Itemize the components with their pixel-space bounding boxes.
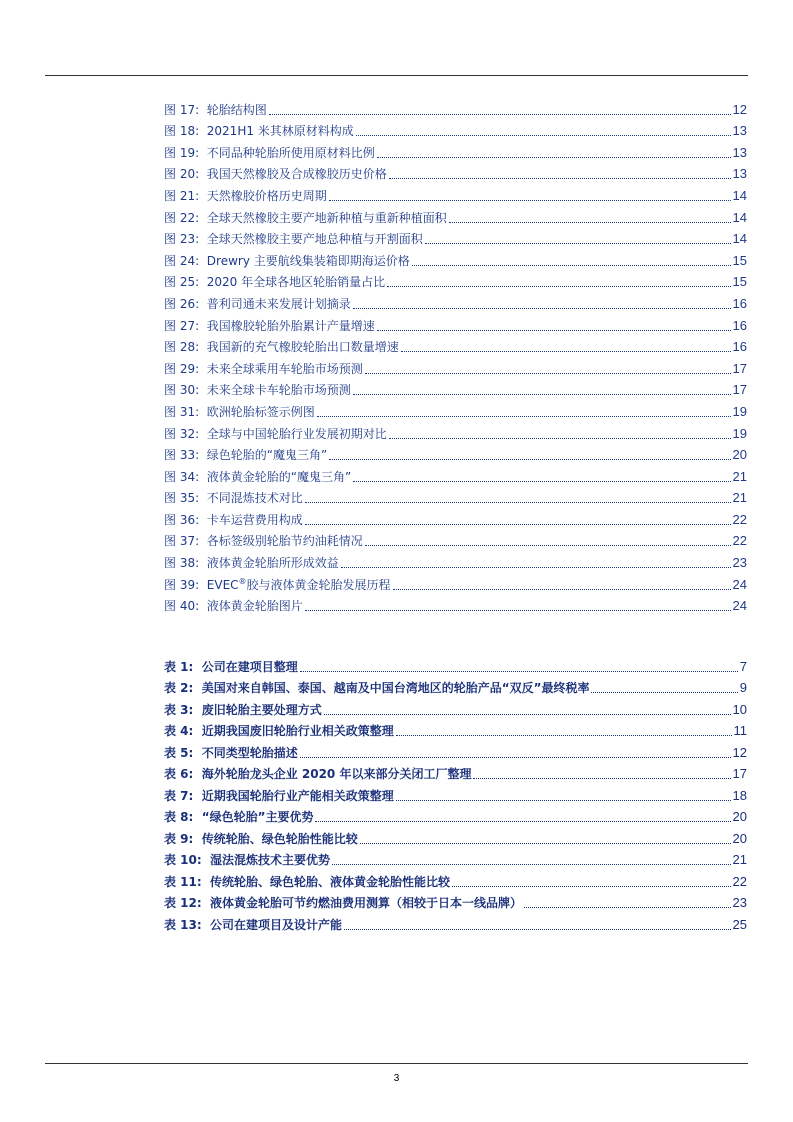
entry-page-number: 7 [739,658,747,674]
entry-label: 图 17: [164,102,200,117]
entry-label: 表 2: [164,681,194,695]
entry-page-number: 22 [732,873,747,889]
entry-title: 湿法混炼技术主要优势 [210,853,331,867]
entry-label: 图 32: [164,426,200,441]
entry-title: “绿色轮胎”主要优势 [201,810,314,824]
entry-page-number: 21 [732,490,747,506]
entry-page-number: 13 [732,144,747,160]
entry-page-number: 17 [732,766,747,781]
figure-index-item[interactable] [164,291,747,313]
dot-leader [425,243,731,244]
entry-page-number: 10 [732,701,747,717]
entry-page-number: 12 [732,744,747,760]
entry-page-number: 20 [732,809,747,824]
entry-label: 图 20: [164,167,200,182]
dot-leader [365,373,731,374]
figure-index-item[interactable] [164,270,747,292]
header-rule [45,75,748,76]
entry-title: 公司在建项目整理 [201,659,298,674]
table-index-item[interactable] [164,783,747,805]
entry-page-number: 13 [732,166,747,182]
table-index-item[interactable] [164,740,747,762]
entry-title: 液体黄金轮胎可节约燃油费用测算（相较于日本一线品牌） [210,896,523,910]
figure-index-item[interactable] [164,594,747,616]
dot-leader [473,778,730,779]
entry-title: 废旧轮胎主要处理方式 [201,702,322,717]
entry-title: 传统轮胎、绿色轮胎、液体黄金轮胎性能比较 [210,874,451,889]
entry-page-number: 14 [732,187,747,203]
table-index-item[interactable] [164,676,747,698]
entry-label: 图 18: [164,124,200,139]
entry-page-number: 18 [732,787,747,803]
dot-leader [449,222,731,223]
table-index-item[interactable] [164,912,747,934]
dot-leader [591,692,737,693]
entry-label: 表 13: [164,917,202,932]
entry-label: 图 31: [164,404,200,419]
dot-leader [344,929,730,930]
table-index-item[interactable] [164,697,747,719]
dot-leader [269,114,731,115]
entry-label: 表 1: [164,659,194,674]
entry-label: 图 22: [164,210,200,225]
entry-label: 图 21: [164,188,200,203]
dot-leader [305,610,731,611]
entry-page-number: 24 [732,576,747,592]
entry-label: 图 25: [164,275,200,290]
entry-title: 我国天然橡胶及合成橡胶历史价格 [206,167,387,182]
entry-title: 不同类型轮胎描述 [201,745,298,760]
entry-page-number: 21 [732,468,747,484]
entry-page-number: 22 [732,511,747,527]
dot-leader [353,481,730,482]
figure-index-item[interactable] [164,443,747,465]
table-index-item[interactable] [164,654,747,676]
entry-page-number: 17 [732,360,747,376]
entry-title: 近期我国轮胎行业产能相关政策整理 [201,788,394,803]
entry-page-number: 12 [732,101,747,117]
dot-leader [524,907,730,908]
figure-index-item[interactable] [164,248,747,270]
entry-title: 卡车运营费用构成 [206,512,303,527]
entry-label: 表 3: [164,702,194,717]
dot-leader [300,671,738,672]
dot-leader [329,459,730,460]
dot-leader [452,886,730,887]
entry-title: 2021H1 米其林原材料构成 [206,124,354,139]
figure-index-item[interactable] [164,162,747,184]
dot-leader [353,394,731,395]
entry-page-number: 15 [732,252,747,268]
entry-label: 图 37: [164,534,200,549]
dot-leader [324,714,731,715]
dot-leader [377,157,731,158]
entry-label: 图 23: [164,232,200,247]
entry-label: 表 8: [164,810,194,824]
entry-title: 液体黄金轮胎所形成效益 [206,556,339,571]
dot-leader [305,502,731,503]
table-index-item[interactable] [164,762,747,784]
entry-label: 表 11: [164,874,202,889]
entry-page-number: 14 [732,231,747,247]
entry-label: 表 5: [164,745,194,760]
entry-title: 液体黄金轮胎图片 [206,599,303,614]
entry-title: 不同品种轮胎所使用原材料比例 [206,145,375,160]
figure-index-item[interactable] [164,421,747,443]
entry-label: 图 36: [164,512,200,527]
entry-label: 表 6: [164,767,194,781]
entry-title: 海外轮胎龙头企业 2020 年以来部分关闭工厂整理 [201,767,472,781]
table-index-list [164,654,747,934]
entry-label: 图 24: [164,253,200,268]
dot-leader [377,330,731,331]
figure-index-item[interactable] [164,335,747,357]
table-index-item[interactable] [164,891,747,913]
dot-leader [353,308,731,309]
entry-title: 我国橡胶轮胎外胎累计产量增速 [206,318,375,333]
dot-leader [389,178,731,179]
dot-leader [387,286,730,287]
entry-page-number: 21 [732,852,747,867]
entry-label: 表 9: [164,831,194,846]
dot-leader [389,438,731,439]
entry-page-number: 25 [732,916,747,932]
dot-leader [329,200,731,201]
entry-label: 图 33: [164,448,200,463]
entry-page-number: 16 [732,317,747,333]
entry-title: 绿色轮胎的“魔鬼三角” [206,448,328,463]
entry-page-number: 19 [732,403,747,419]
entry-label: 图 34: [164,469,200,484]
table-index-item[interactable] [164,805,747,827]
dot-leader [300,757,731,758]
entry-label: 表 4: [164,724,194,738]
figure-index-item[interactable] [164,119,747,141]
entry-page-number: 16 [732,295,747,311]
table-index-item[interactable] [164,869,747,891]
figure-index-item[interactable] [164,378,747,400]
entry-title: 2020 年全球各地区轮胎销量占比 [206,275,386,290]
entry-page-number: 16 [732,339,747,355]
dot-leader [332,864,730,865]
entry-label: 图 35: [164,491,200,506]
entry-page-number: 15 [732,274,747,290]
dot-leader [317,416,731,417]
figure-index-item[interactable] [164,183,747,205]
table-index-item[interactable] [164,719,747,741]
entry-label: 图 39: [164,577,200,592]
entry-label: 图 29: [164,361,200,376]
entry-page-number: 20 [732,830,747,846]
entry-page-number: 13 [732,123,747,139]
figure-index-item[interactable] [164,507,747,529]
entry-title: 轮胎结构图 [206,102,267,117]
dot-leader [396,735,732,736]
figure-index-item[interactable] [164,399,747,421]
dot-leader [396,800,731,801]
entry-title: 天然橡胶价格历史周期 [206,188,327,203]
footer-rule [45,1063,748,1064]
entry-page-number: 9 [739,680,747,695]
entry-title: 全球天然橡胶主要产地新种植与重新种植面积 [206,210,447,225]
figure-index-item[interactable] [164,227,747,249]
entry-title: 美国对来自韩国、泰国、越南及中国台湾地区的轮胎产品“双反”最终税率 [201,681,590,695]
figure-index-item[interactable] [164,464,747,486]
dot-leader [315,821,730,822]
entry-title: 未来全球卡车轮胎市场预测 [206,383,351,398]
entry-title: 全球天然橡胶主要产地总种植与开割面积 [206,232,423,247]
entry-page-number: 24 [732,598,747,614]
entry-title: 传统轮胎、绿色轮胎性能比较 [201,831,358,846]
entry-title: 我国新的充气橡胶轮胎出口数量增速 [206,340,399,355]
entry-label: 图 26: [164,296,200,311]
dot-leader [360,843,731,844]
entry-page-number: 20 [732,447,747,463]
figure-index-item[interactable] [164,529,747,551]
entry-label: 表 10: [164,853,202,867]
entry-title: 全球与中国轮胎行业发展初期对比 [206,426,387,441]
figure-index-item[interactable] [164,550,747,572]
entry-label: 图 30: [164,383,200,398]
entry-label: 表 12: [164,896,202,910]
dot-leader [412,265,731,266]
figure-index-list [164,97,747,615]
figure-index-item[interactable] [164,140,747,162]
entry-page-number: 23 [732,895,747,910]
entry-label: 表 7: [164,788,194,803]
entry-title: 液体黄金轮胎的“魔鬼三角” [206,469,352,484]
entry-title: 各标签级别轮胎节约油耗情况 [206,534,363,549]
entry-title: EVEC®胶与液体黄金轮胎发展历程 [206,576,391,592]
entry-label: 图 38: [164,556,200,571]
entry-page-number: 11 [733,723,747,738]
entry-page-number: 14 [732,209,747,225]
dot-leader [393,589,731,590]
figure-index-item[interactable] [164,205,747,227]
table-index-item[interactable] [164,848,747,870]
dot-leader [401,351,731,352]
dot-leader [356,135,731,136]
entry-label: 图 27: [164,318,200,333]
entry-label: 图 19: [164,145,200,160]
entry-title: 公司在建项目及设计产能 [210,917,343,932]
entry-label: 图 40: [164,599,200,614]
dot-leader [341,567,731,568]
dot-leader [305,524,731,525]
entry-title: 不同混炼技术对比 [206,491,303,506]
entry-title: Drewry 主要航线集装箱即期海运价格 [206,253,410,268]
dot-leader [365,545,731,546]
figure-index-item[interactable] [164,572,747,594]
entry-page-number: 22 [732,533,747,549]
entry-page-number: 19 [732,425,747,441]
entry-label: 图 28: [164,340,200,355]
figure-index-item[interactable] [164,97,747,119]
entry-title: 欧洲轮胎标签示例图 [206,404,315,419]
table-index-item[interactable] [164,826,747,848]
entry-page-number: 17 [732,382,747,398]
entry-title: 未来全球乘用车轮胎市场预测 [206,361,363,376]
page-number: 3 [393,1073,400,1084]
entry-title: 近期我国废旧轮胎行业相关政策整理 [201,724,394,738]
entry-title: 普利司通未来发展计划摘录 [206,296,351,311]
figure-index-item[interactable] [164,356,747,378]
figure-index-item[interactable] [164,486,747,508]
figure-index-item[interactable] [164,313,747,335]
entry-page-number: 23 [732,555,747,571]
